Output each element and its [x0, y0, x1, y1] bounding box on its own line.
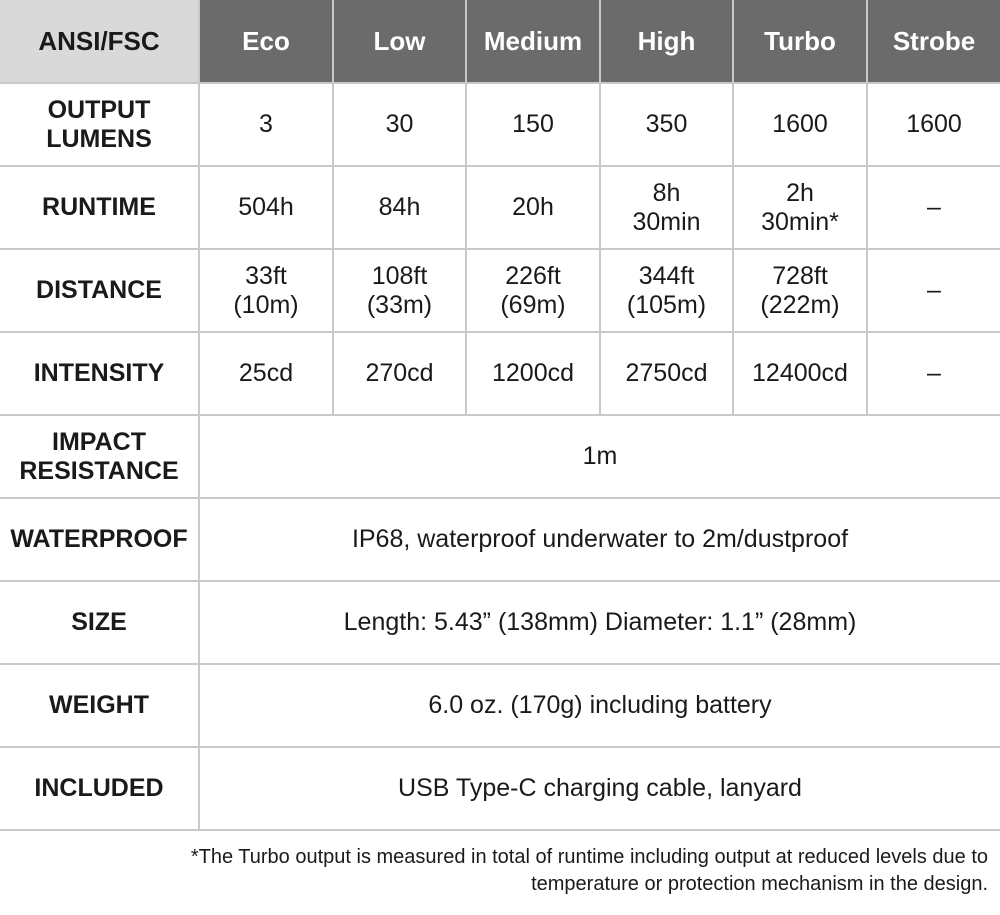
row-label: INCLUDED	[0, 747, 199, 830]
table-cell-span: 1m	[199, 415, 1000, 498]
table-cell-span: USB Type-C charging cable, lanyard	[199, 747, 1000, 830]
table-cell: 226ft (69m)	[466, 249, 600, 332]
table-cell: 3	[199, 83, 333, 166]
table-cell: 30	[333, 83, 466, 166]
table-cell: 12400cd	[733, 332, 867, 415]
table-cell: 108ft (33m)	[333, 249, 466, 332]
table-cell: 84h	[333, 166, 466, 249]
table-row-size	[0, 581, 1000, 664]
table-row-included	[0, 747, 1000, 830]
table-cell: 1600	[733, 83, 867, 166]
row-label: DISTANCE	[0, 249, 199, 332]
table-row-output	[0, 83, 1000, 166]
table-cell: 1200cd	[466, 332, 600, 415]
table-cell: 504h	[199, 166, 333, 249]
row-label: SIZE	[0, 581, 199, 664]
table-cell: 728ft (222m)	[733, 249, 867, 332]
table-header-row	[0, 0, 1000, 83]
table-row-intensity	[0, 332, 1000, 415]
row-label: WATERPROOF	[0, 498, 199, 581]
row-label: INTENSITY	[0, 332, 199, 415]
row-label: WEIGHT	[0, 664, 199, 747]
table-cell: 344ft (105m)	[600, 249, 733, 332]
table-row-waterproof	[0, 498, 1000, 581]
table-cell: 25cd	[199, 332, 333, 415]
header-mode-strobe: Strobe	[867, 0, 1000, 83]
table-row-impact	[0, 415, 1000, 498]
header-corner-cell: ANSI/FSC	[0, 0, 199, 83]
row-label: OUTPUT LUMENS	[0, 83, 199, 166]
table-row-weight	[0, 664, 1000, 747]
header-mode-high: High	[600, 0, 733, 83]
table-cell: –	[867, 249, 1000, 332]
row-label: RUNTIME	[0, 166, 199, 249]
table-cell: –	[867, 332, 1000, 415]
table-row-distance	[0, 249, 1000, 332]
table-cell: 150	[466, 83, 600, 166]
header-mode-medium: Medium	[466, 0, 600, 83]
table-cell: 8h 30min	[600, 166, 733, 249]
table-cell: 2750cd	[600, 332, 733, 415]
header-mode-eco: Eco	[199, 0, 333, 83]
header-mode-turbo: Turbo	[733, 0, 867, 83]
table-cell-span: Length: 5.43” (138mm) Diameter: 1.1” (28mm)	[199, 581, 1000, 664]
table-cell: 350	[600, 83, 733, 166]
table-row-runtime	[0, 166, 1000, 249]
table-cell: 33ft (10m)	[199, 249, 333, 332]
table-cell-span: 6.0 oz. (170g) including battery	[199, 664, 1000, 747]
footnote: *The Turbo output is measured in total of runtime including output at reduced levels due to temperature or protection mechanism in the design.	[190, 846, 988, 895]
table-cell: 20h	[466, 166, 600, 249]
table-cell: –	[867, 166, 1000, 249]
table-cell: 270cd	[333, 332, 466, 415]
row-label: IMPACT RESISTANCE	[0, 415, 199, 498]
table-cell: 2h 30min*	[733, 166, 867, 249]
header-mode-low: Low	[333, 0, 466, 83]
table-cell: 1600	[867, 83, 1000, 166]
table-cell-span: IP68, waterproof underwater to 2m/dustproof	[199, 498, 1000, 581]
